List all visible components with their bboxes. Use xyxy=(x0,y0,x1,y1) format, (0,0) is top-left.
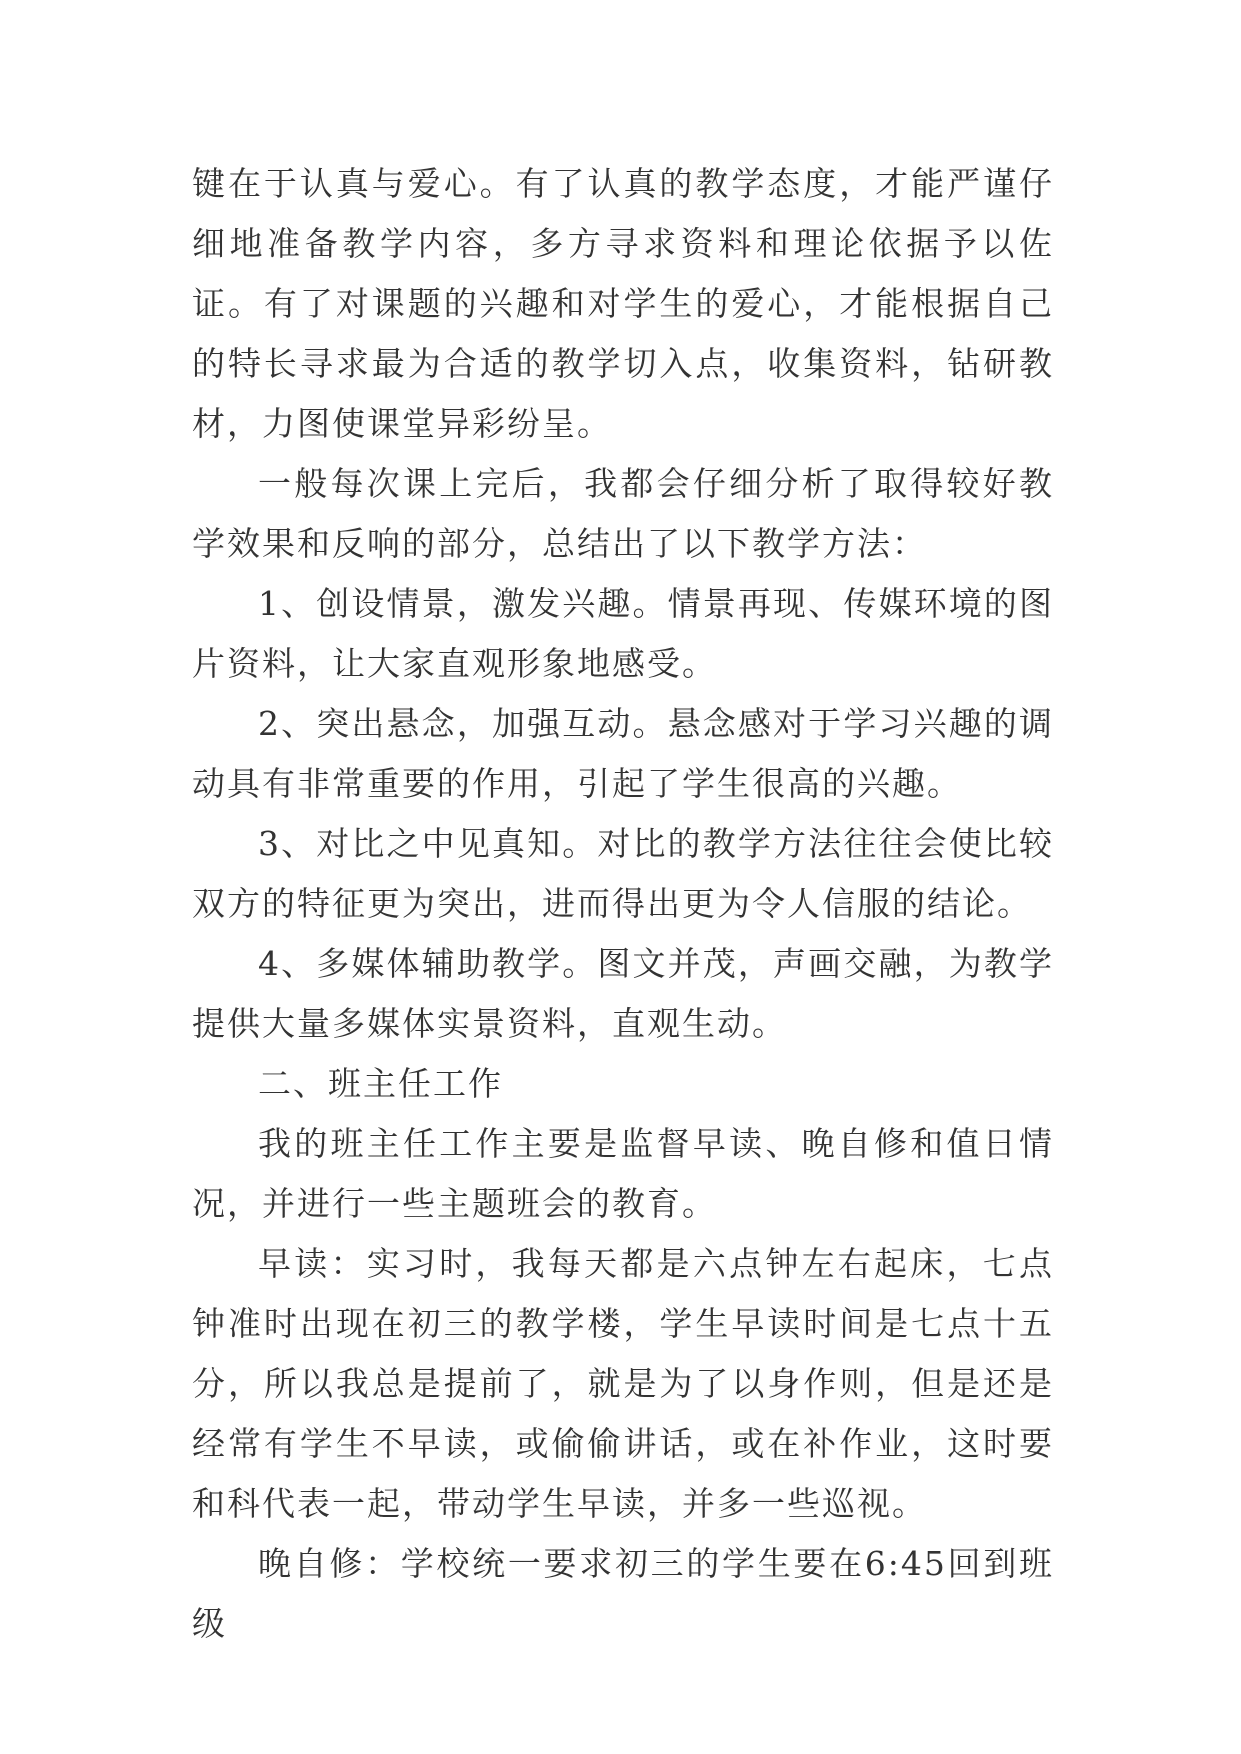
document-body xyxy=(192,154,1054,1654)
paragraph-head-teacher-duties: 我的班主任工作主要是监督早读、晚自修和值日情况，并进行一些主题班会的教育。 xyxy=(192,1124,1054,1223)
paragraph-evening-study: 晚自修：学校统一要求初三的学生要在6:45回到班级 xyxy=(192,1544,1054,1643)
method-item-3: 3、对比之中见真知。对比的教学方法往往会使比较双方的特征更为突出，进而得出更为令人信服的结论。 xyxy=(192,824,1054,923)
paragraph-summary-intro: 一般每次课上完后，我都会仔细分析了取得较好教学效果和反响的部分，总结出了以下教学方法： xyxy=(192,464,1054,563)
paragraph-continuation: 键在于认真与爱心。有了认真的教学态度，才能严谨仔细地准备教学内容，多方寻求资料和理论依据予以佐证。有了对课题的兴趣和对学生的爱心，才能根据自己的特长寻求最为合适的教学切入点，收集资料，钻研教材，力图使课堂异彩纷呈。 xyxy=(192,164,1054,443)
paragraph-morning-reading: 早读：实习时，我每天都是六点钟左右起床，七点钟准时出现在初三的教学楼，学生早读时间是七点十五分，所以我总是提前了，就是为了以身作则，但是还是经常有学生不早读，或偷偷讲话，或在补作业，这时要和科代表一起，带动学生早读，并多一些巡视。 xyxy=(192,1244,1054,1523)
section-heading-head-teacher: 二、班主任工作 xyxy=(258,1064,503,1103)
method-item-1: 1、创设情景，激发兴趣。情景再现、传媒环境的图片资料，让大家直观形象地感受。 xyxy=(192,584,1054,683)
method-item-2: 2、突出悬念，加强互动。悬念感对于学习兴趣的调动具有非常重要的作用，引起了学生很高的兴趣。 xyxy=(192,704,1054,803)
method-item-4: 4、多媒体辅助教学。图文并茂，声画交融，为教学提供大量多媒体实景资料，直观生动。 xyxy=(192,944,1054,1043)
